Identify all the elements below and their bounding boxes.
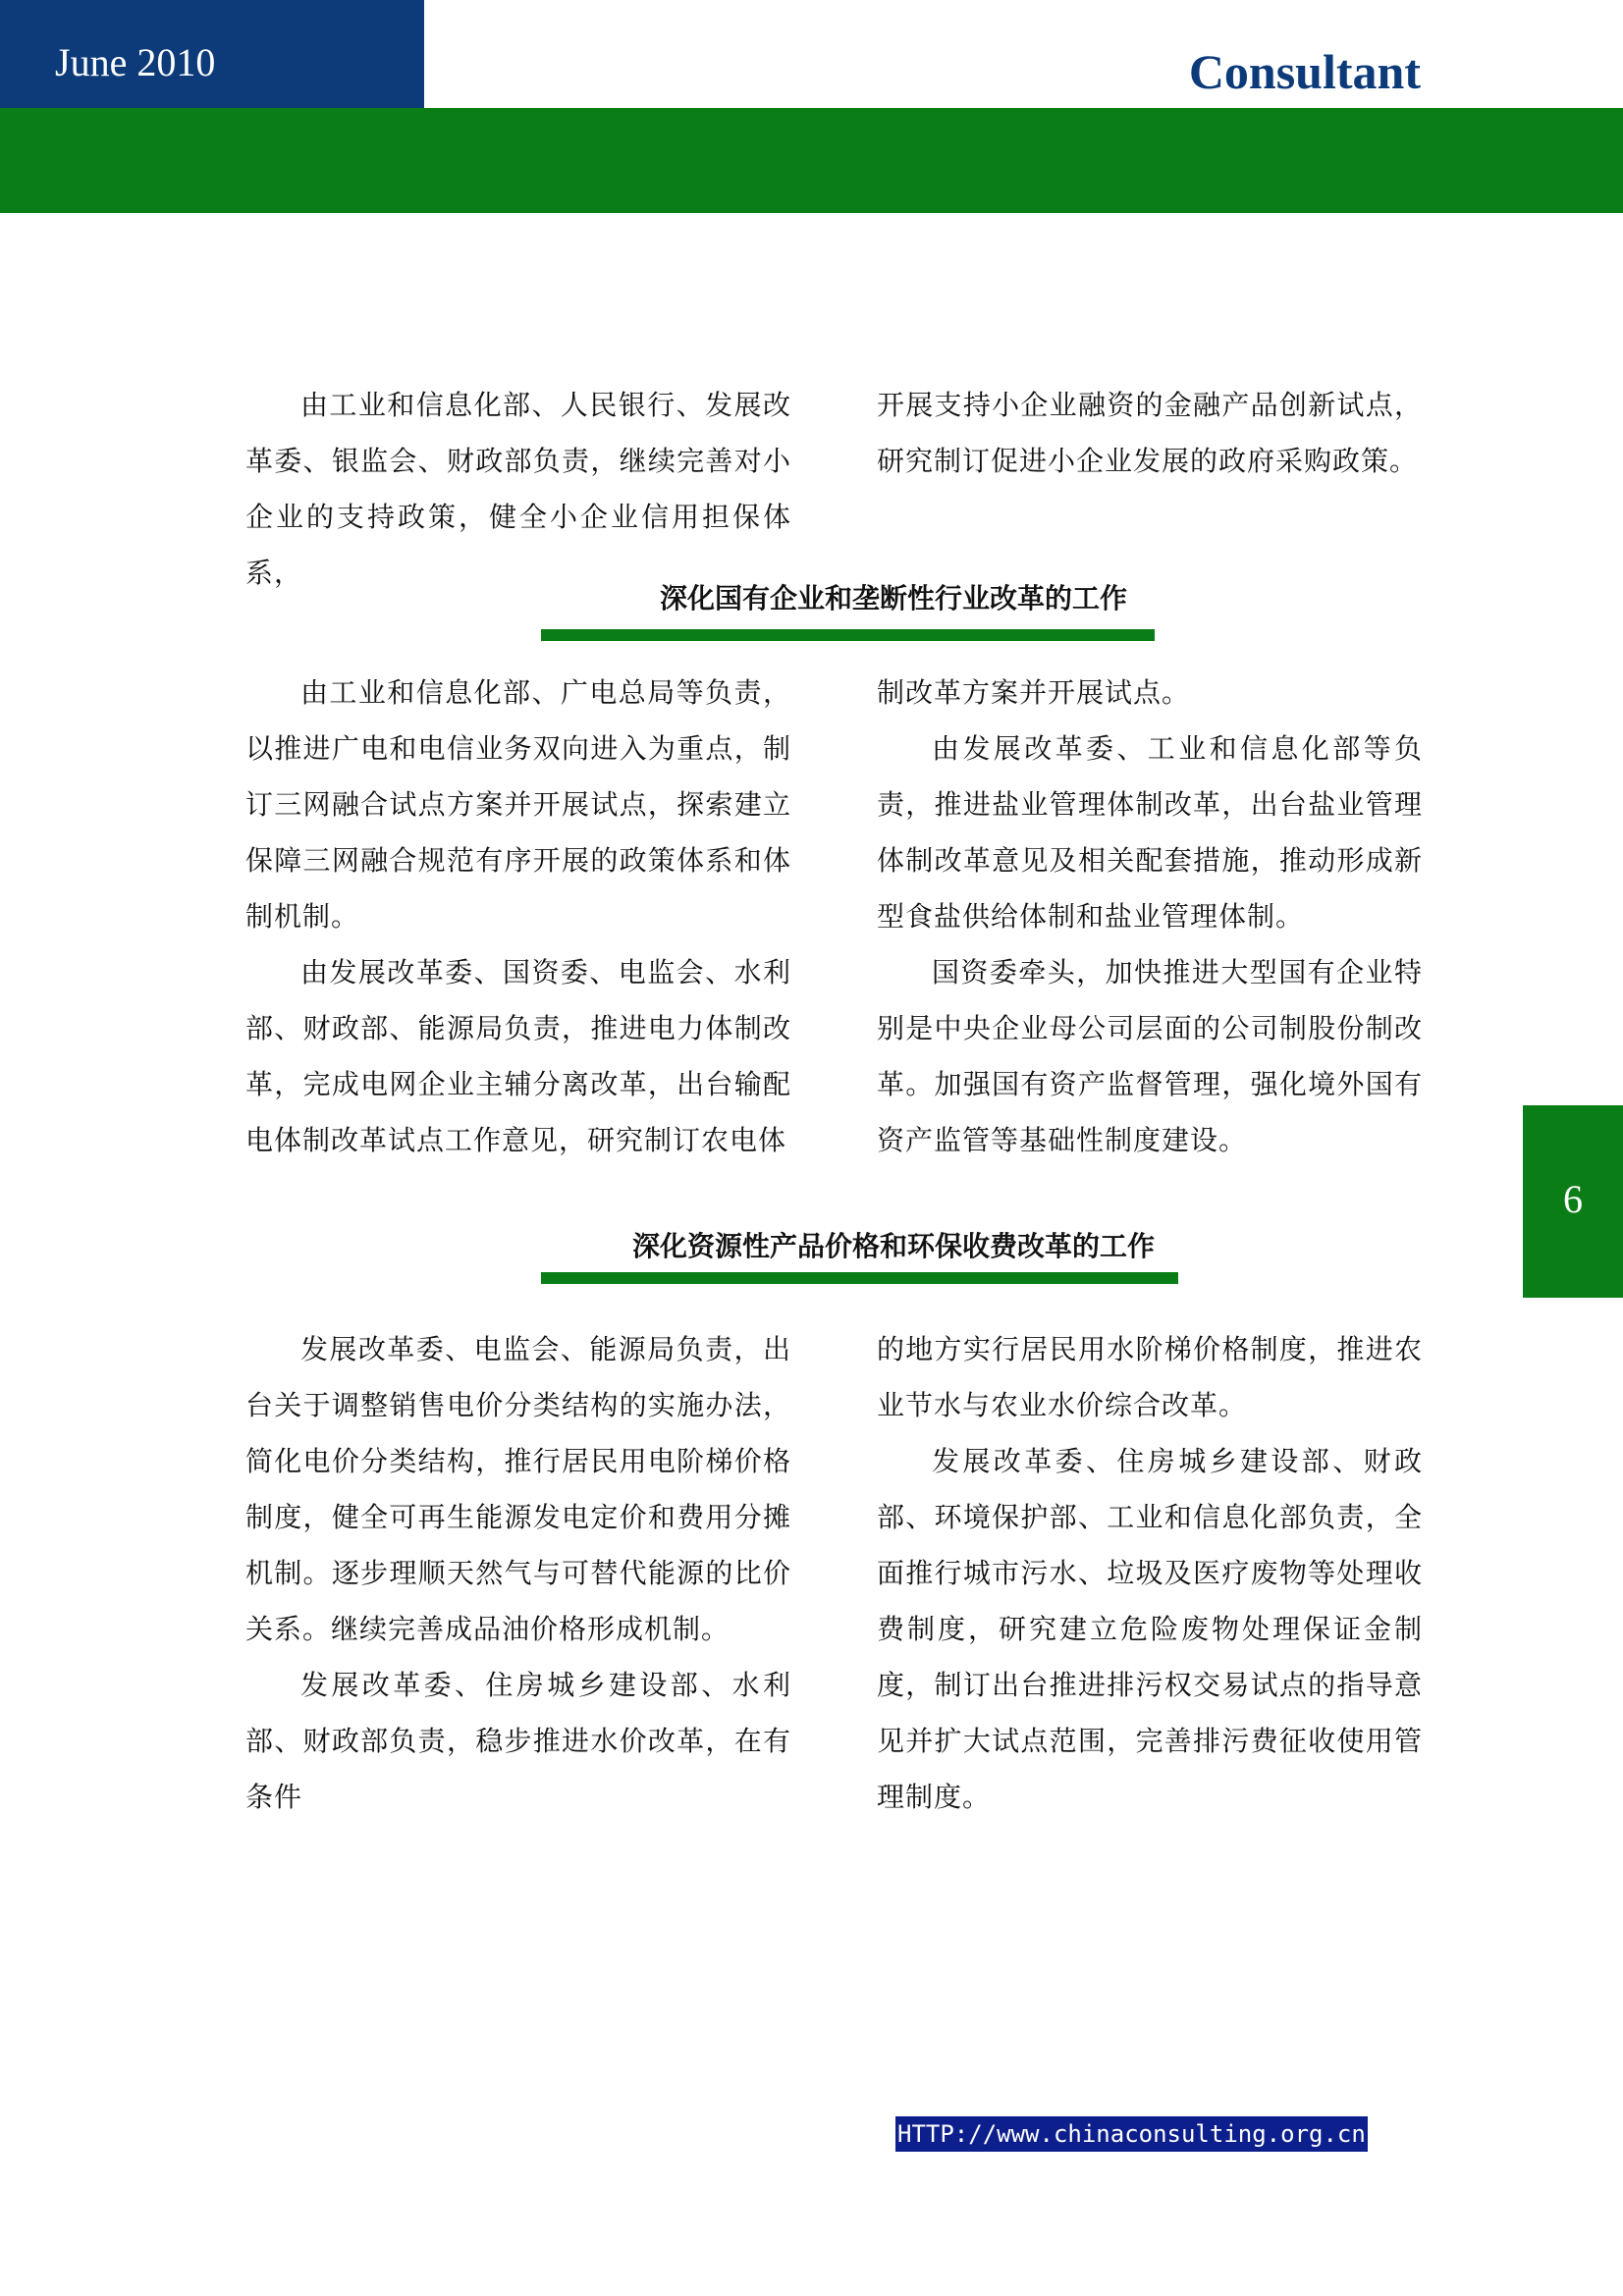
paragraph: 发展改革委、住房城乡建设部、财政部、环境保护部、工业和信息化部负责，全面推行城市污水、垃圾及医疗废物等处理收费制度，研究建立危险废物处理保证金制度，制订出台推进排污权交易试点的指导意见并扩大试点范围，完善排污费征收使用管理制度。: [877, 1445, 1423, 1813]
section-title: 深化国有企业和垄断性行业改革的工作: [659, 582, 1127, 614]
section2-left-column: [245, 1321, 791, 1825]
paragraph: 由发展改革委、国资委、电监会、水利部、财政部、能源局负责，推进电力体制改革，完成电网企业主辅分离改革，出台输配电体制改革试点工作意见，研究制订农电体: [245, 956, 791, 1156]
page-number: 6: [1563, 1177, 1583, 1221]
page-number-tab: [1523, 1105, 1623, 1298]
section2-right-column: [877, 1321, 1423, 1825]
paragraph: 制改革方案并开展试点。: [877, 676, 1191, 709]
intro-right-column: [877, 377, 1423, 489]
paragraph: 由工业和信息化部、人民银行、发展改革委、银监会、财政部负责，继续完善对小企业的支持政策，健全小企业信用担保体系，: [245, 389, 791, 589]
header-green-bar: [0, 108, 1623, 213]
paragraph: 由工业和信息化部、广电总局等负责，以推进广电和电信业务双向进入为重点，制订三网融合试点方案并开展试点，探索建立保障三网融合规范有序开展的政策体系和体制机制。: [245, 676, 791, 933]
paragraph: 的地方实行居民用水阶梯价格制度，推进农业节水与农业水价综合改革。: [877, 1333, 1423, 1421]
intro-left-column: [245, 377, 791, 601]
publication-title: Consultant: [1188, 44, 1421, 99]
paragraph: 开展支持小企业融资的金融产品创新试点，研究制订促进小企业发展的政府采购政策。: [877, 389, 1423, 477]
paragraph: 国资委牵头，加快推进大型国有企业特别是中央企业母公司层面的公司制股份制改革。加强国有资产监督管理，强化境外国有资产监管等基础性制度建设。: [877, 956, 1423, 1156]
paragraph: 由发展改革委、工业和信息化部等负责，推进盐业管理体制改革，出台盐业管理体制改革意见及相关配套措施，推动形成新型食盐供给体制和盐业管理体制。: [877, 732, 1423, 933]
section1-right-column: [877, 665, 1423, 1168]
section-rule: [541, 1272, 1178, 1284]
paragraph: 发展改革委、电监会、能源局负责，出台关于调整销售电价分类结构的实施办法，简化电价分类结构，推行居民用电阶梯价格制度，健全可再生能源发电定价和费用分摊机制。逐步理顺天然气与可替代能源的比价关系。继续完善成品油价格形成机制。: [245, 1333, 791, 1645]
section-title: 深化资源性产品价格和环保收费改革的工作: [631, 1230, 1155, 1262]
issue-date: June 2010: [55, 40, 216, 84]
paragraph: 发展改革委、住房城乡建设部、水利部、财政部负责，稳步推进水价改革，在有条件: [245, 1669, 791, 1813]
section1-left-column: [245, 665, 791, 1168]
section-rule: [541, 629, 1155, 641]
footer-url-link[interactable]: HTTP://www.chinaconsulting.org.cn: [895, 2116, 1368, 2152]
